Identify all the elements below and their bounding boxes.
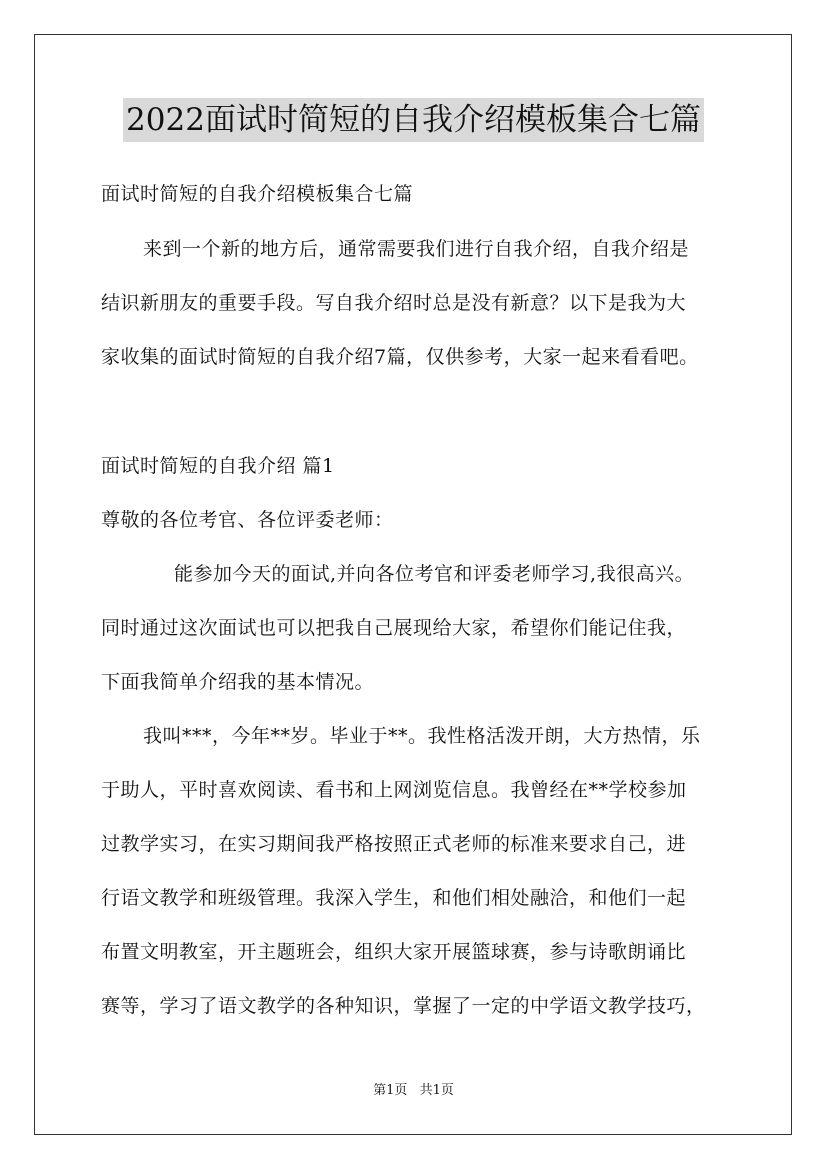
document-title: 2022面试时简短的自我介绍模板集合七篇 bbox=[123, 98, 704, 142]
paragraph-line: 能参加今天的面试,并向各位考官和评委老师学习,我很高兴。 bbox=[174, 563, 695, 585]
paragraph-line: 同时通过这次面试也可以把我自己展现给大家，希望你们能记住我， bbox=[101, 617, 687, 639]
intro-line: 来到一个新的地方后，通常需要我们进行自我介绍，自我介绍是 bbox=[143, 238, 690, 260]
page-footer bbox=[0, 1082, 827, 1100]
section-heading: 面试时简短的自我介绍 篇1 bbox=[101, 455, 335, 477]
paragraph-line: 赛等，学习了语文教学的各种知识，掌握了一定的中学语文教学技巧， bbox=[101, 995, 706, 1017]
page-total: 共1页 bbox=[419, 1083, 454, 1098]
paragraph-line: 过教学实习，在实习期间我严格按照正式老师的标准来要求自己，进 bbox=[101, 833, 687, 855]
paragraph-line: 布置文明教室，开主题班会，组织大家开展篮球赛，参与诗歌朗诵比 bbox=[101, 941, 687, 963]
paragraph-line: 我叫***，今年**岁。毕业于**。我性格活泼开朗，大方热情，乐 bbox=[143, 725, 701, 747]
paragraph-line: 于助人，平时喜欢阅读、看书和上网浏览信息。我曾经在**学校参加 bbox=[101, 779, 687, 801]
intro-line: 家收集的面试时简短的自我介绍7篇，仅供参考，大家一起来看看吧。 bbox=[101, 346, 699, 368]
intro-line: 结识新朋友的重要手段。写自我介绍时总是没有新意？以下是我为大 bbox=[101, 292, 687, 314]
document-subtitle: 面试时简短的自我介绍模板集合七篇 bbox=[101, 183, 414, 205]
paragraph-line: 下面我简单介绍我的基本情况。 bbox=[101, 671, 375, 693]
title-container bbox=[0, 98, 827, 142]
page-number: 第1页 bbox=[373, 1083, 408, 1098]
greeting-line: 尊敬的各位考官、各位评委老师： bbox=[101, 509, 394, 531]
paragraph-line: 行语文教学和班级管理。我深入学生，和他们相处融洽，和他们一起 bbox=[101, 887, 687, 909]
